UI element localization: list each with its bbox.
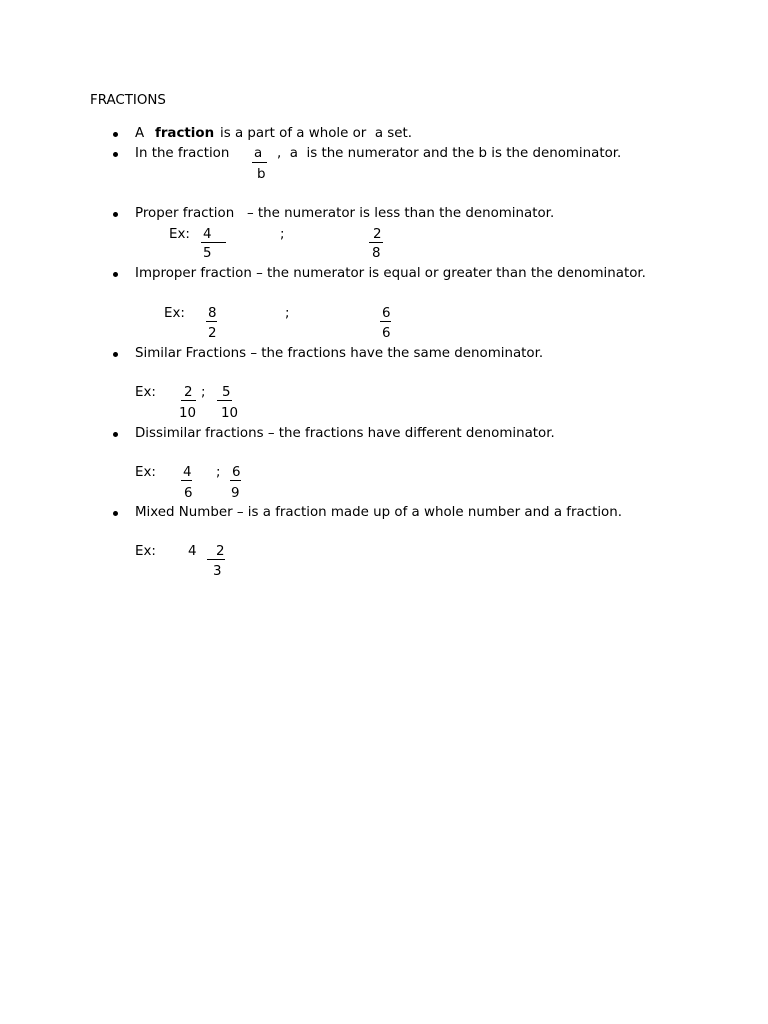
- example-label: Ex:: [169, 227, 190, 242]
- example-denominator: 2: [208, 326, 217, 341]
- fraction-bar: [201, 242, 226, 243]
- notation-text: , a is the numerator and the b is the denominator.: [277, 146, 622, 161]
- example-denominator: 10: [179, 406, 197, 421]
- definition-text: is a part of a whole or a set.: [220, 126, 413, 141]
- bullet: [113, 511, 118, 516]
- example-numerator: 6: [382, 306, 391, 321]
- proper-fraction-text: Proper fraction – the numerator is less than the denominator.: [135, 206, 555, 221]
- bullet: [113, 272, 118, 277]
- example-label: Ex:: [135, 544, 156, 559]
- example-numerator: 5: [222, 385, 231, 400]
- bullet: [113, 352, 118, 357]
- notation-prefix: In the fraction: [135, 146, 230, 161]
- fraction-bar: [181, 400, 196, 401]
- example-numerator: 4: [183, 465, 192, 480]
- example-numerator: 2: [216, 544, 225, 559]
- whole-number: 4: [188, 544, 197, 559]
- fraction-bar: [369, 242, 383, 243]
- example-denominator: 5: [203, 246, 212, 261]
- example-numerator: 6: [232, 465, 241, 480]
- definition-term: fraction: [155, 126, 215, 141]
- example-denominator: 10: [221, 406, 239, 421]
- definition-prefix: A: [135, 126, 145, 141]
- example-separator: ;: [216, 465, 221, 480]
- example-separator: ;: [280, 227, 285, 242]
- example-denominator: 6: [382, 326, 391, 341]
- fraction-bar: [252, 162, 267, 163]
- notation-numerator: a: [254, 146, 263, 161]
- example-label: Ex:: [135, 385, 156, 400]
- example-label: Ex:: [135, 465, 156, 480]
- bullet: [113, 212, 118, 217]
- example-separator: ;: [285, 306, 290, 321]
- fraction-bar: [207, 559, 225, 560]
- similar-fractions-text: Similar Fractions – the fractions have the same denominator.: [135, 346, 544, 361]
- bullet: [113, 132, 118, 137]
- fraction-bar: [380, 321, 391, 322]
- example-denominator: 8: [372, 246, 381, 261]
- bullet: [113, 432, 118, 437]
- example-denominator: 3: [213, 564, 222, 579]
- fraction-bar: [230, 480, 241, 481]
- mixed-number-text: Mixed Number – is a fraction made up of a whole number and a fraction.: [135, 505, 622, 520]
- example-separator: ;: [201, 385, 206, 400]
- example-denominator: 9: [231, 486, 240, 501]
- example-label: Ex:: [164, 306, 185, 321]
- fraction-bar: [181, 480, 192, 481]
- page-title: FRACTIONS: [90, 93, 166, 108]
- improper-fraction-text: Improper fraction – the numerator is equal or greater than the denominator.: [135, 266, 646, 281]
- fraction-bar: [206, 321, 217, 322]
- example-numerator: 2: [184, 385, 193, 400]
- example-numerator: 8: [208, 306, 217, 321]
- example-numerator: 4: [203, 227, 212, 242]
- notation-denominator: b: [257, 167, 266, 182]
- bullet: [113, 152, 118, 157]
- example-denominator: 6: [184, 486, 193, 501]
- dissimilar-fractions-text: Dissimilar fractions – the fractions have different denominator.: [135, 426, 555, 441]
- example-numerator: 2: [373, 227, 382, 242]
- fraction-bar: [217, 400, 232, 401]
